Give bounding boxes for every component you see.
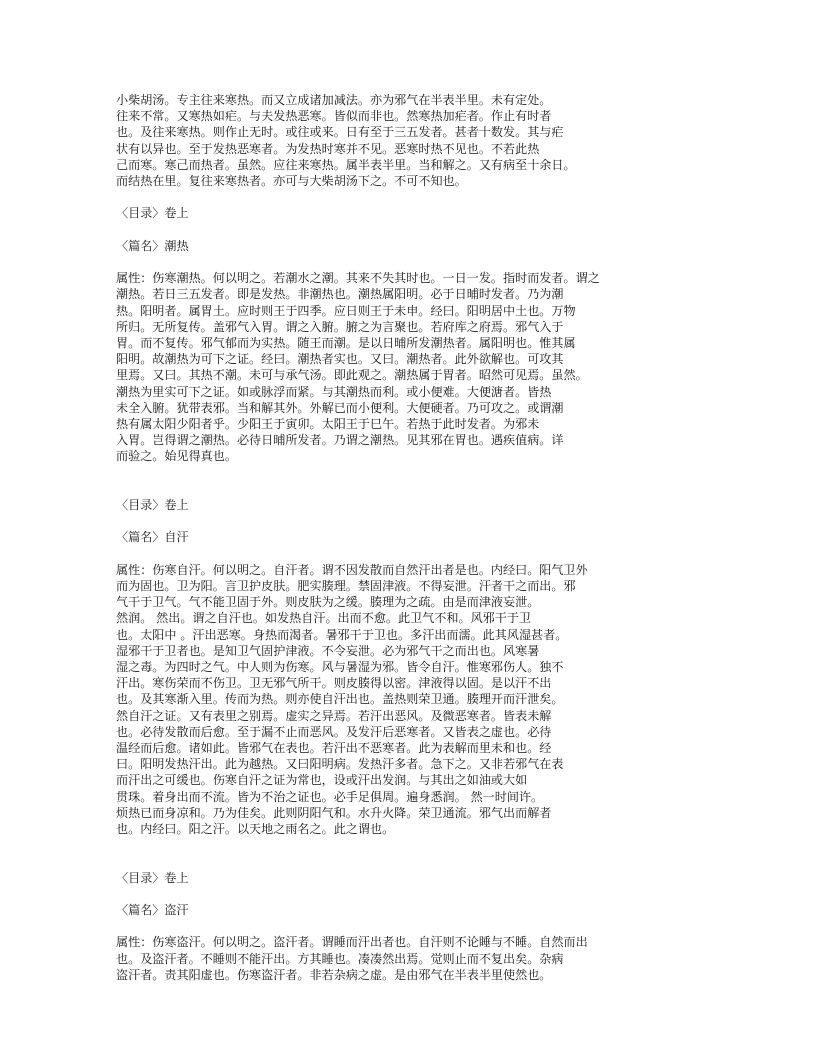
chapter-label-daohan: 〈篇名〉盗汗	[116, 903, 189, 918]
paragraph-line: 阳明。故潮热为可下之证。经曰。潮热者实也。又曰。潮热者。此外欲解也。可攻其	[116, 352, 564, 367]
paragraph-line: 气干于卫气。气不能卫固于外。则皮肤为之缓。腠理为之疏。由是而津液妄泄。	[116, 595, 540, 610]
catalog-label-daohan: 〈目录〉卷上	[116, 870, 189, 885]
paragraph-spacer	[116, 465, 668, 481]
paragraph-spacer	[116, 853, 668, 869]
paragraph-line: 热。阳明者。属胃土。应时则王于四季。应日则王于未申。经曰。阳明居中土也。万物	[116, 303, 576, 318]
paragraph-line: 而为固也。卫为阳。言卫护皮肤。肥实腠理。禁固津液。不得妄泄。汗者干之而出。邪	[116, 579, 576, 594]
section-continuation-wanglai-hanre	[116, 92, 668, 189]
paragraph-line: 也。必待发散而后愈。至于漏不止而恶风。及发汗后恶寒者。又皆表之虚也。必待	[116, 724, 552, 739]
paragraph-line: 温经而后愈。诸如此。皆邪气在表也。若汗出不恶寒者。此为表解而里未和也。经	[116, 741, 552, 756]
paragraph-line: 也。及往来寒热。则作止无时。或往或来。日有至于三五发者。甚者十数发。其与疟	[116, 125, 564, 140]
paragraph-line: 所归。无所复传。盖邪气入胃。谓之入腑。腑之为言聚也。若府库之府焉。邪气入于	[116, 319, 564, 334]
paragraph-line: 盗汗者。责其阳虚也。伤寒盗汗者。非若杂病之虚。是由邪气在半表半里使然也。	[116, 967, 552, 982]
paragraph-line: 贯珠。着身出而不流。皆为不治之证也。必手足俱周。遍身悉润。 然一时间许。	[116, 789, 544, 804]
paragraph-line: 然润。 然出。谓之自汗也。如发热自汗。出而不愈。此卫气不和。风邪干于卫	[116, 611, 532, 626]
paragraph-line: 己而寒。寒己而热者。虽然。应往来寒热。属半表半里。当和解之。又有病至十余日。	[116, 157, 576, 172]
document-text-body	[116, 92, 668, 983]
section-chaore	[116, 205, 668, 464]
paragraph-line: 状有以异也。至于发热恶寒者。为发热时寒并不见。恶寒时热不见也。不若此热	[116, 141, 540, 156]
paragraph-line: 而验之。始见得真也。	[116, 449, 237, 464]
catalog-label-chaore: 〈目录〉卷上	[116, 206, 189, 221]
paragraph-spacer	[116, 837, 668, 853]
paragraph-line: 入胃。岂得谓之潮热。必待日晡所发者。乃谓之潮热。见其邪在胃也。遇疾值病。详	[116, 433, 564, 448]
paragraph-line: 里焉。又曰。其热不潮。未可与承气汤。即此观之。潮热属于胃者。昭然可见焉。虽然。	[116, 368, 588, 383]
paragraph-line: 潮热。若日三五发者。即是发热。非潮热也。潮热属阳明。必于日晡时发者。乃为潮	[116, 287, 564, 302]
paragraph-line: 而结热在里。复往来寒热者。亦可与大柴胡汤下之。不可不知也。	[116, 174, 467, 189]
paragraph-spacer	[116, 481, 668, 497]
paragraph-line: 也。太阳中 。汗出恶寒。身热而渴者。暑邪干于卫也。多汗出而濡。此其风湿甚者。	[116, 627, 568, 642]
section-zihan	[116, 497, 668, 837]
paragraph-line: 属性：伤寒潮热。何以明之。若潮水之潮。其来不失其时也。一日一发。指时而发者。谓之	[116, 271, 600, 286]
paragraph-line: 胃。而不复传。邪气郁而为实热。随王而潮。是以日晡所发潮热者。属阳明也。惟其属	[116, 336, 576, 351]
paragraph-line: 热有属太阳少阳者乎。少阳王于寅卯。太阳王于巳午。若热于此时发者。为邪未	[116, 417, 540, 432]
paragraph-line: 曰。阳明发热汗出。此为越热。又曰阳明病。发热汗多者。急下之。又非若邪气在表	[116, 757, 564, 772]
paragraph-line: 小柴胡汤。专主往来寒热。而又立成诸加减法。亦为邪气在半表半里。未有定处。	[116, 93, 552, 107]
paragraph-line: 烦热已而身凉和。乃为佳矣。此则阴阳气和。水升火降。荣卫通流。邪气出而解者	[116, 805, 552, 820]
paragraph-line: 也。内经曰。阳之汗。以天地之雨名之。此之谓也。	[116, 822, 395, 837]
catalog-label-zihan: 〈目录〉卷上	[116, 498, 189, 513]
paragraph-line: 属性：伤寒自汗。何以明之。自汗者。谓不因发散而自然汗出者是也。内经曰。阳气卫外	[116, 562, 588, 577]
section-daohan	[116, 870, 668, 983]
paragraph-line: 属性：伤寒盗汗。何以明之。盗汗者。谓睡而汗出者也。自汗则不论睡与不睡。自然而出	[116, 935, 588, 950]
paragraph-line: 湿邪干于卫者也。是知卫气固护津液。不令妄泄。必为邪气干之而出也。风寒暑	[116, 643, 540, 658]
chapter-label-zihan: 〈篇名〉自汗	[116, 530, 189, 545]
chapter-label-chaore: 〈篇名〉潮热	[116, 238, 189, 253]
paragraph-line: 潮热为里实可下之证。如或脉浮而紧。与其潮热而利。或小便难。大便溏者。皆热	[116, 384, 552, 399]
paragraph-line: 然自汗之证。又有表里之别焉。虚实之异焉。若汗出恶风。及微恶寒者。皆表未解	[116, 708, 552, 723]
paragraph-line: 往来不常。又寒热如疟。与夫发热恶寒。皆似而非也。然寒热加疟者。作止有时者	[116, 109, 552, 124]
paragraph-line: 也。及盗汗者。不睡则不能汗出。方其睡也。凑凑然出焉。觉则止而不复出矣。杂病	[116, 951, 564, 966]
paragraph-line: 也。及其寒渐入里。传而为热。则亦使自汗出也。盖热则荣卫通。腠理开而汗泄矣。	[116, 692, 564, 707]
paragraph-line: 湿之毒。为四时之气。中人则为伤寒。风与暑湿为邪。皆令自汗。惟寒邪伤人。独不	[116, 660, 564, 675]
paragraph-line: 而汗出之可缓也。伤寒自汗之证为常也，设或汗出发润。与其出之如油或大如	[116, 773, 528, 788]
paragraph-spacer	[116, 189, 668, 205]
paragraph-line: 未全入腑。犹带表邪。当和解其外。外解已而小便利。大便硬者。乃可攻之。或谓潮	[116, 400, 564, 415]
paragraph-line: 汗出。寒伤荣而不伤卫。卫无邪气所干。则皮腠得以密。津液得以固。是以汗不出	[116, 676, 552, 691]
